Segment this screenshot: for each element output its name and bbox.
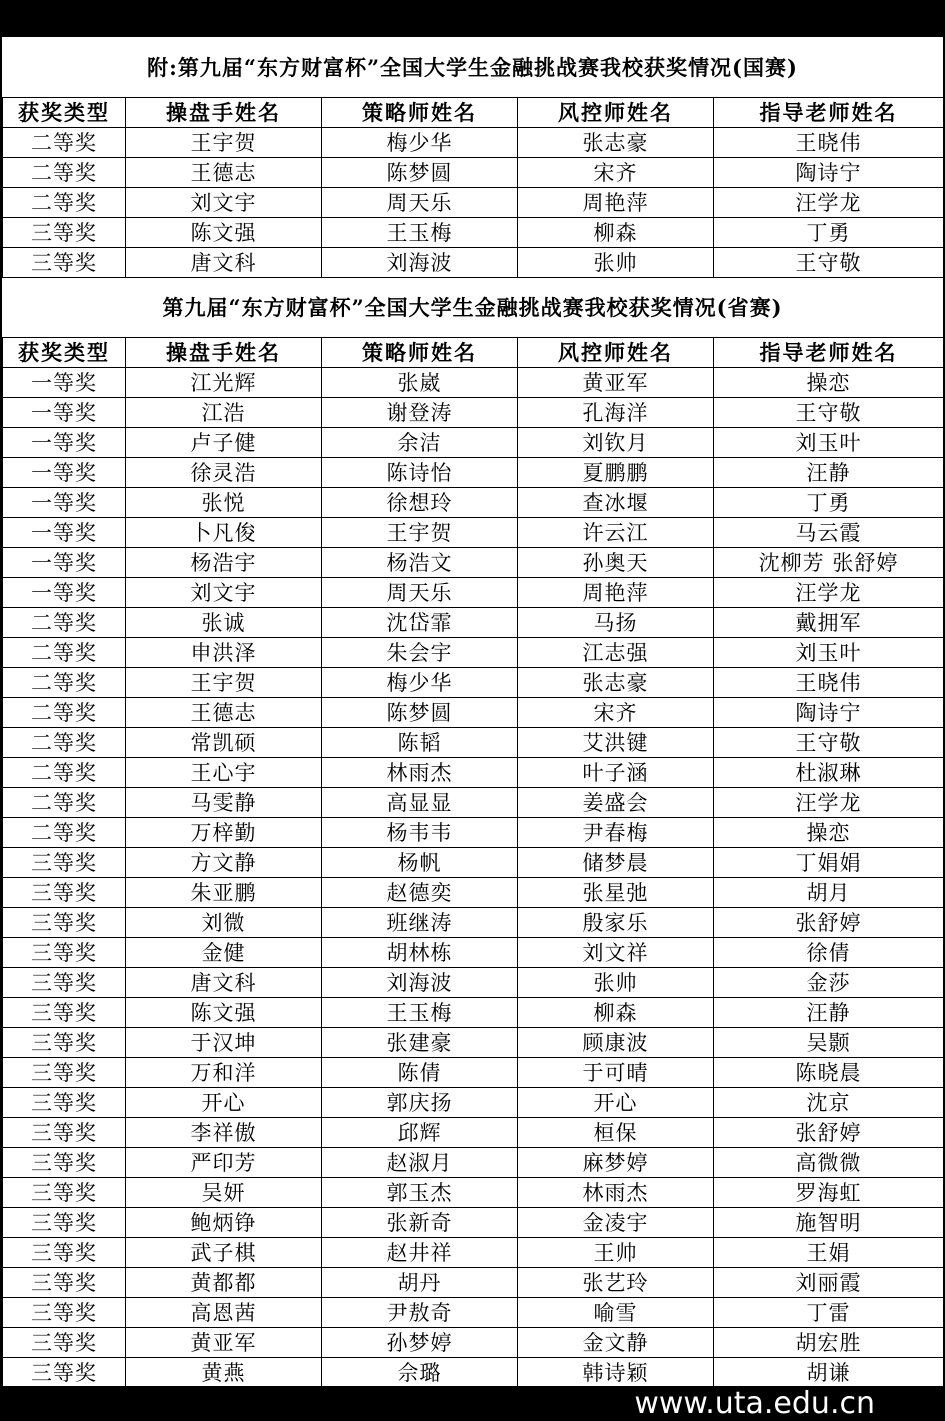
table-cell: 顾康波 [518,1028,714,1058]
table-cell: 三等奖 [3,1268,126,1298]
table-cell: 二等奖 [3,188,126,218]
table-cell: 周天乐 [322,188,518,218]
table-cell: 高微微 [714,1148,944,1178]
national-results-title: 附:第九届“东方财富杯”全国大学生金融挑战赛我校获奖情况(国赛) [147,55,798,80]
table-cell: 陈诗怡 [322,458,518,488]
table-cell: 孙奥天 [518,548,714,578]
table-cell: 陶诗宁 [714,698,944,728]
table-cell: 张志豪 [518,668,714,698]
table-cell: 韩诗颖 [518,1358,714,1388]
table-cell: 唐文科 [126,968,322,998]
table-row [3,1208,944,1238]
table-cell: 杜淑琳 [714,758,944,788]
table-cell: 高显显 [322,788,518,818]
table-cell: 宋齐 [518,158,714,188]
table-cell: 江光辉 [126,368,322,398]
table-row [3,128,944,158]
table-cell: 卢子健 [126,428,322,458]
table-cell: 三等奖 [3,848,126,878]
table-row [3,1028,944,1058]
table-header-row [3,98,944,128]
table-cell: 朱亚鹏 [126,878,322,908]
table-cell: 王德志 [126,698,322,728]
table-cell: 三等奖 [3,1028,126,1058]
table-cell: 二等奖 [3,638,126,668]
table-cell: 班继涛 [322,908,518,938]
table-cell: 刘文宇 [126,188,322,218]
table-row [3,668,944,698]
table-cell: 张舒婷 [714,1118,944,1148]
table-cell: 吴妍 [126,1178,322,1208]
column-header: 风控师姓名 [518,98,714,128]
table-cell: 三等奖 [3,1208,126,1238]
table-cell: 开心 [518,1088,714,1118]
table-row [3,158,944,188]
column-header: 指导老师姓名 [714,98,944,128]
table-row [3,248,944,278]
table-cell: 汪学龙 [714,188,944,218]
table-cell: 马雯静 [126,788,322,818]
table-cell: 汪学龙 [714,788,944,818]
table-row [3,428,944,458]
table-cell: 尹春梅 [518,818,714,848]
table-cell: 开心 [126,1088,322,1118]
table-cell: 二等奖 [3,698,126,728]
table-row [3,638,944,668]
table-cell: 李祥傲 [126,1118,322,1148]
table-cell: 林雨杰 [518,1178,714,1208]
column-header: 获奖类型 [3,338,126,368]
table-cell: 陈韬 [322,728,518,758]
table-cell: 丁勇 [714,218,944,248]
column-header: 策略师姓名 [322,98,518,128]
table-cell: 艾洪键 [518,728,714,758]
table-cell: 沈柳芳 张舒婷 [714,548,944,578]
column-header: 操盘手姓名 [126,98,322,128]
table-row [3,1328,944,1358]
table-cell: 林雨杰 [322,758,518,788]
table-cell: 金健 [126,938,322,968]
table-cell: 操恋 [714,818,944,848]
table-cell: 王宇贺 [322,518,518,548]
table-cell: 王守敬 [714,248,944,278]
table-cell: 江志强 [518,638,714,668]
table-cell: 张建豪 [322,1028,518,1058]
table-row [3,1178,944,1208]
table-cell: 马扬 [518,608,714,638]
table-cell: 二等奖 [3,818,126,848]
column-header: 指导老师姓名 [714,338,944,368]
table-cell: 刘玉叶 [714,638,944,668]
table-cell: 孔海洋 [518,398,714,428]
table-row [3,218,944,248]
table-cell: 张帅 [518,248,714,278]
national-results-table [2,97,944,278]
table-cell: 叶子涵 [518,758,714,788]
table-row [3,938,944,968]
table-cell: 于可晴 [518,1058,714,1088]
table-cell: 三等奖 [3,908,126,938]
table-cell: 余洁 [322,428,518,458]
table-cell: 三等奖 [3,998,126,1028]
table-row [3,518,944,548]
table-cell: 二等奖 [3,728,126,758]
table-cell: 金文静 [518,1328,714,1358]
table-cell: 一等奖 [3,548,126,578]
table-cell: 丁勇 [714,488,944,518]
table-cell: 郭庆扬 [322,1088,518,1118]
table-cell: 邱辉 [322,1118,518,1148]
table-cell: 赵淑月 [322,1148,518,1178]
table-cell: 梅少华 [322,128,518,158]
table-cell: 王德志 [126,158,322,188]
table-cell: 储梦晨 [518,848,714,878]
table-cell: 陈文强 [126,218,322,248]
table-cell: 赵德奕 [322,878,518,908]
table-cell: 麻梦婷 [518,1148,714,1178]
table-cell: 胡月 [714,878,944,908]
table-cell: 万梓勤 [126,818,322,848]
table-cell: 罗海虹 [714,1178,944,1208]
table-cell: 严印芳 [126,1148,322,1178]
table-cell: 张帅 [518,968,714,998]
table-cell: 陈晓晨 [714,1058,944,1088]
table-cell: 梅少华 [322,668,518,698]
table-cell: 一等奖 [3,578,126,608]
table-cell: 三等奖 [3,1178,126,1208]
table-cell: 马云霞 [714,518,944,548]
table-cell: 江浩 [126,398,322,428]
table-cell: 陈倩 [322,1058,518,1088]
table-cell: 汪静 [714,458,944,488]
table-cell: 王心宇 [126,758,322,788]
table-row [3,188,944,218]
table-cell: 陈文强 [126,998,322,1028]
table-cell: 沈岱霏 [322,608,518,638]
table-cell: 三等奖 [3,1118,126,1148]
table-cell: 王宇贺 [126,668,322,698]
table-cell: 陈梦圆 [322,698,518,728]
table-cell: 三等奖 [3,1358,126,1388]
table-row [3,548,944,578]
table-row [3,1358,944,1388]
table-cell: 王玉梅 [322,998,518,1028]
table-cell: 刘文宇 [126,578,322,608]
column-header: 策略师姓名 [322,338,518,368]
table-cell: 金莎 [714,968,944,998]
table-cell: 丁娟娟 [714,848,944,878]
table-cell: 王守敬 [714,398,944,428]
table-cell: 二等奖 [3,608,126,638]
table-cell: 三等奖 [3,1298,126,1328]
table-cell: 一等奖 [3,398,126,428]
table-cell: 黄亚军 [126,1328,322,1358]
table-cell: 胡丹 [322,1268,518,1298]
table-cell: 王守敬 [714,728,944,758]
site-watermark: www.uta.edu.cn [634,1386,875,1421]
table-cell: 王晓伟 [714,668,944,698]
table-cell: 柳森 [518,998,714,1028]
table-cell: 周艳萍 [518,188,714,218]
table-cell: 金凌宇 [518,1208,714,1238]
table-cell: 孙梦婷 [322,1328,518,1358]
table-cell: 王帅 [518,1238,714,1268]
table-row [3,578,944,608]
table-cell: 姜盛会 [518,788,714,818]
table-row [3,818,944,848]
table-cell: 汪学龙 [714,578,944,608]
table-cell: 一等奖 [3,518,126,548]
table-cell: 一等奖 [3,458,126,488]
table-cell: 丁雷 [714,1298,944,1328]
table-cell: 杨帆 [322,848,518,878]
table-cell: 胡宏胜 [714,1328,944,1358]
table-cell: 鲍炳铮 [126,1208,322,1238]
table-cell: 黄亚军 [518,368,714,398]
table-cell: 一等奖 [3,488,126,518]
table-cell: 吴颢 [714,1028,944,1058]
table-cell: 刘玉叶 [714,428,944,458]
table-cell: 汪静 [714,998,944,1028]
table-cell: 二等奖 [3,788,126,818]
table-cell: 宋齐 [518,698,714,728]
table-cell: 王玉梅 [322,218,518,248]
table-cell: 喻雪 [518,1298,714,1328]
table-cell: 三等奖 [3,878,126,908]
table-cell: 杨浩宇 [126,548,322,578]
table-cell: 朱会宇 [322,638,518,668]
table-cell: 卜凡俊 [126,518,322,548]
table-cell: 万和洋 [126,1058,322,1088]
table-row [3,1268,944,1298]
table-cell: 殷家乐 [518,908,714,938]
table-row [3,968,944,998]
table-cell: 于汉坤 [126,1028,322,1058]
table-cell: 张崴 [322,368,518,398]
table-cell: 三等奖 [3,1238,126,1268]
table-cell: 二等奖 [3,668,126,698]
table-cell: 高恩茜 [126,1298,322,1328]
table-cell: 周艳萍 [518,578,714,608]
table-cell: 张诚 [126,608,322,638]
table-cell: 三等奖 [3,938,126,968]
table-cell: 陶诗宁 [714,158,944,188]
column-header: 风控师姓名 [518,338,714,368]
table-row [3,1148,944,1178]
table-row [3,848,944,878]
table-cell: 张星弛 [518,878,714,908]
table-cell: 郭玉杰 [322,1178,518,1208]
table-cell: 徐倩 [714,938,944,968]
table-cell: 胡林栋 [322,938,518,968]
table-cell: 尹敖奇 [322,1298,518,1328]
table-cell: 王娟 [714,1238,944,1268]
table-cell: 戴拥军 [714,608,944,638]
table-cell: 操恋 [714,368,944,398]
table-row [3,608,944,638]
top-black-bar [0,0,945,37]
table-cell: 三等奖 [3,218,126,248]
table-row [3,1058,944,1088]
table-row [3,458,944,488]
table-cell: 柳森 [518,218,714,248]
provincial-results-table [2,337,944,1388]
table-cell: 三等奖 [3,1058,126,1088]
table-cell: 武子棋 [126,1238,322,1268]
table-cell: 王晓伟 [714,128,944,158]
table-cell: 杨浩文 [322,548,518,578]
table-cell: 唐文科 [126,248,322,278]
table-cell: 二等奖 [3,758,126,788]
table-cell: 张新奇 [322,1208,518,1238]
table-cell: 三等奖 [3,968,126,998]
table-cell: 方文静 [126,848,322,878]
provincial-results-title: 第九届“东方财富杯”全国大学生金融挑战赛我校获奖情况(省赛) [162,295,783,320]
table-row [3,788,944,818]
table-cell: 常凯硕 [126,728,322,758]
table-cell: 二等奖 [3,158,126,188]
table-row [3,728,944,758]
table-cell: 三等奖 [3,1328,126,1358]
table-cell: 夏鹏鹏 [518,458,714,488]
table-cell: 徐灵浩 [126,458,322,488]
table-cell: 申洪泽 [126,638,322,668]
table-cell: 刘海波 [322,248,518,278]
table-cell: 陈梦圆 [322,158,518,188]
table-cell: 三等奖 [3,1088,126,1118]
table-cell: 刘海波 [322,968,518,998]
table-row [3,758,944,788]
table-header-row [3,338,944,368]
table-cell: 张志豪 [518,128,714,158]
table-row [3,1298,944,1328]
table-cell: 刘微 [126,908,322,938]
table-cell: 周天乐 [322,578,518,608]
column-header: 操盘手姓名 [126,338,322,368]
table-row [3,908,944,938]
table-cell: 张悦 [126,488,322,518]
table-cell: 刘丽霞 [714,1268,944,1298]
table-row [3,878,944,908]
table-cell: 桓保 [518,1118,714,1148]
table-cell: 黄燕 [126,1358,322,1388]
column-header: 获奖类型 [3,98,126,128]
table-cell: 王宇贺 [126,128,322,158]
table-cell: 一等奖 [3,368,126,398]
table-cell: 胡谦 [714,1358,944,1388]
table-cell: 一等奖 [3,428,126,458]
table-row [3,398,944,428]
table-cell: 徐想玲 [322,488,518,518]
table-cell: 施智明 [714,1208,944,1238]
table-cell: 沈京 [714,1088,944,1118]
table-cell: 刘文祥 [518,938,714,968]
table-cell: 谢登涛 [322,398,518,428]
table-cell: 张艺玲 [518,1268,714,1298]
table-cell: 黄都都 [126,1268,322,1298]
table-cell: 张舒婷 [714,908,944,938]
table-row [3,368,944,398]
table-cell: 三等奖 [3,1148,126,1178]
table-cell: 许云江 [518,518,714,548]
table-cell: 刘钦月 [518,428,714,458]
table-cell: 三等奖 [3,248,126,278]
table-row [3,1238,944,1268]
table-row [3,1118,944,1148]
table-cell: 杨韦韦 [322,818,518,848]
table-row [3,1088,944,1118]
table-row [3,488,944,518]
table-cell: 二等奖 [3,128,126,158]
table-row [3,698,944,728]
table-cell: 佘璐 [322,1358,518,1388]
table-cell: 赵井祥 [322,1238,518,1268]
table-cell: 查冰堰 [518,488,714,518]
table-row [3,998,944,1028]
